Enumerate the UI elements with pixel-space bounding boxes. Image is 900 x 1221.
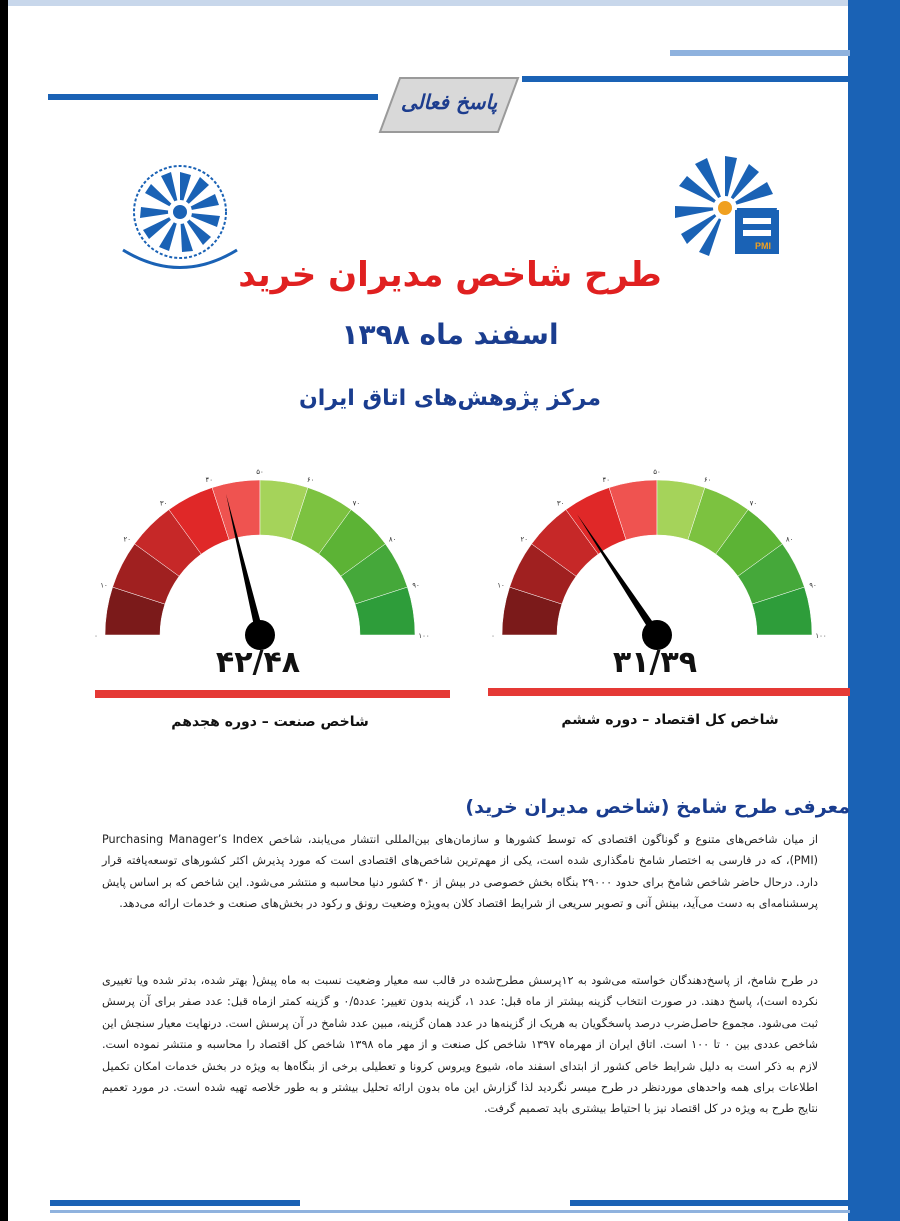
gauge-tick-label: ۵۰ [256, 468, 264, 476]
gauge-tick-label: ۶۰ [703, 476, 712, 485]
gauge-tick-label: ۶۰ [306, 476, 315, 485]
gauge-tick-label: ۰ [491, 632, 495, 640]
gauge-tick-label: ۸۰ [388, 535, 397, 544]
deco-line-right [522, 76, 848, 82]
gauge-tick-label: ۸۰ [785, 535, 794, 544]
gauge-tick-label: ۹۰ [809, 581, 817, 590]
page-border-right-gap [844, 0, 848, 1221]
industry-red-rule [95, 690, 450, 698]
tab-label: پاسخ فعالی [400, 90, 498, 114]
gauge-tick-label: ۷۰ [352, 499, 361, 508]
industry-gauge [90, 455, 430, 655]
economy-gauge-value: ۳۱/۳۹ [612, 645, 698, 680]
gauge-tick-label: ۳۰ [159, 499, 168, 508]
intro-paragraph: از میان شاخص‌های متنوع و گوناگون اقتصادی که توسط کشورها و سازمان‌های بین‌المللی انتشار می‌یابند، شاخص Purchasing Manager’s Index (PMI)، که در فارسی به اختصار شامخ نامگذاری شده است، یکی از مهم‌ترین شاخص‌های اقتصادی است که مورد پذیرش اکثر کشورهای توسعه‌یافته قرار دارد. درحال حاضر شاخص شامخ برای حدود ۲۹۰۰۰ بنگاه بخش خصوصی در بیش از ۴۰ کشور دنیا محاسبه و منتشر می‌شود. این شاخص که بر اساس پایش پرسشنامه‌ای به دست می‌آید، بینش آنی و تصویر سریعی از شرایط اقتصاد کلان به‌ویژه وضعیت رونق و رکود در بخش‌های صنعت و خدمات ارائه می‌دهد. [102, 833, 818, 911]
method-paragraph: در طرح شامخ، از پاسخ‌دهندگان خواسته می‌شود به ۱۲پرسش مطرح‌شده در قالب سه معیار وضعیت نسبت به ماه پیش( بهتر شده، بدتر شده ویا تغییری نکرده است)، پاسخ دهند. در صورت انتخاب گزینه بیشتر از ماه قبل: عدد ۱، گزینه بدون تغییر: عدد۰/۵ و گزینه کمتر ازماه قبل: عدد صفر برای آن پرسش ثبت می‌شود. مجموع حاصل‌ضرب درصد پاسخگویان به هریک از گزینه‌ها در عدد همان گزینه، مبین عدد شامخ در آن پرسش است. درنهایت معیار سنجش این شاخص عددی بین ۰ تا ۱۰۰ است. اتاق ایران از مهرماه ۱۳۹۷ شاخص کل صنعت و از مهر ماه ۱۳۹۸ شاخص کل اقتصاد را محاسبه و منتشر نموده است. لازم به ذکر است به دلیل شرایط خاص کشور از ابتدای اسفند ماه، شیوع ویروس کرونا و تعطیلی برخی از بنگاه‌ها به ویژه در بخش خدمات امکان تکمیل اطلاعات برای همه واحدهای موردنظر در طرح میسر نگردید لذا گزارش این ماه بدون ارائه تحلیل بیشتر و به طور خلاصه تهیه شده است. در مورد تعمیم نتایج طرح به ویژه در کل اقتصاد نیز با احتیاط بیشتری باید تصمیم گرفت. [102, 974, 818, 1116]
section-title: معرفی طرح شامخ (شاخص مدیران خرید) [465, 796, 850, 818]
page-border-top [8, 0, 848, 6]
gauge-tick-label: ۷۰ [749, 499, 758, 508]
gauge-tick-label: ۹۰ [412, 581, 420, 590]
report-date: اسفند ماه ۱۳۹۸ [341, 318, 559, 351]
gauge-tick-label: ۵۰ [653, 468, 661, 476]
gauge-tick-label: ۱۰۰ [418, 632, 430, 640]
bottom-deco-line-left [50, 1200, 300, 1206]
organization-name: مرکز پژوهش‌های اتاق ایران [299, 386, 601, 411]
pmi-logo-text: PMI [755, 241, 772, 251]
pmi-logo [665, 148, 785, 268]
economy-gauge [487, 455, 827, 655]
gauge-tick-label: ۲۰ [520, 535, 529, 544]
bottom-deco-line-thin [50, 1210, 850, 1213]
gauge-tick-label: ۴۰ [205, 476, 214, 485]
gauge-tick-label: ۱۰ [100, 581, 108, 590]
gauge-tick-label: ۴۰ [602, 476, 611, 485]
page-title: طرح شاخص مدیران خرید [238, 255, 662, 295]
bottom-deco-line-right [570, 1200, 850, 1206]
gauge-tick-label: ۳۰ [556, 499, 565, 508]
industry-gauge-label: شاخص صنعت – دوره هجدهم [171, 714, 369, 730]
page-border-left [0, 0, 8, 1221]
deco-line-top-right [670, 50, 850, 56]
gauge-tick-label: ۰ [94, 632, 98, 640]
industry-gauge-value: ۴۲/۴۸ [215, 645, 301, 680]
economy-gauge-label: شاخص کل اقتصاد – دوره ششم [561, 712, 779, 728]
deco-line-left [48, 94, 378, 100]
gauge-tick-label: ۲۰ [123, 535, 132, 544]
gauge-tick-label: ۱۰۰ [815, 632, 827, 640]
economy-red-rule [488, 688, 850, 696]
page-border-right [848, 0, 900, 1221]
gauge-tick-label: ۱۰ [497, 581, 505, 590]
